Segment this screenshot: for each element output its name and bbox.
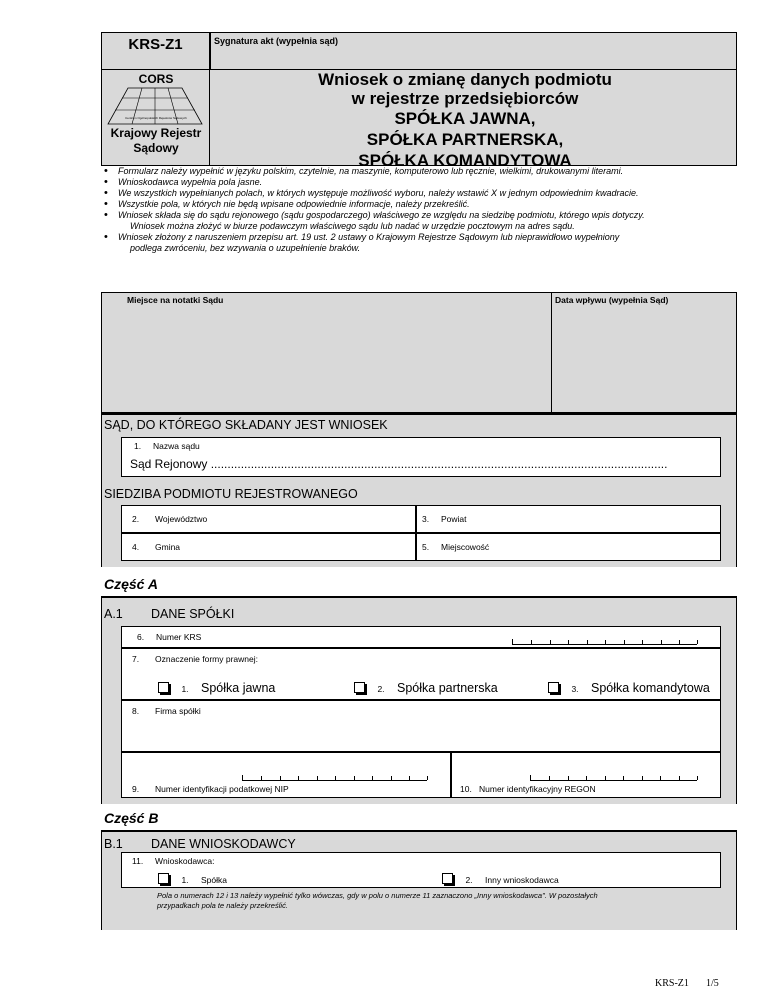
- court-notes-area: [101, 292, 737, 413]
- part-b-note: [157, 891, 717, 911]
- legal-form-label: Oznaczenie formy prawnej:: [155, 654, 258, 664]
- company-name-label: Firma spółki: [155, 706, 201, 716]
- notes-vdivider: [551, 292, 552, 413]
- option-label: Spółka: [201, 875, 227, 885]
- logo-small-text: Centrum Ogólnopolskich Rejestrów Sądowych: [125, 116, 187, 120]
- title-line4: SPÓŁKA PARTNERSKA,: [366, 130, 564, 149]
- option-number: 2.: [465, 875, 473, 885]
- nip-field[interactable]: [121, 752, 451, 798]
- municipality-label: Gmina: [155, 542, 181, 552]
- krs-label: Numer KRS: [156, 632, 202, 642]
- instruction-item: • Wniosek złożony z naruszeniem przepisu art. 19 ust. 2 ustawy o Krajowym Rejestrze Sądowym lub nieprawidłowo wypełniony: [102, 232, 736, 243]
- option-company[interactable]: [158, 870, 227, 888]
- note-line: Pola o numerach 12 i 13 należy wypełnić tylko wówczas, gdy w polu o numerze 11 zaznaczono „Inny wnioskodawca". W pozostałych: [157, 891, 598, 900]
- option-limited-partnership[interactable]: [548, 679, 710, 697]
- section-title: DANE WNIOSKODAWCY: [151, 837, 296, 851]
- logo-text: CORS: [138, 72, 174, 86]
- nip-digit-boxes[interactable]: [242, 775, 427, 781]
- applicant-field[interactable]: [121, 852, 721, 888]
- instruction-item: • Wnioskodawca wypełnia pola jasne.: [102, 177, 736, 188]
- option-general-partnership[interactable]: [158, 679, 275, 697]
- title-line5: SPÓŁKA KOMANDYTOWA: [358, 151, 572, 170]
- seat-section-title: SIEDZIBA PODMIOTU REJESTROWANEGO: [104, 487, 358, 501]
- form-code: KRS-Z1: [102, 33, 210, 69]
- registry-name-line2: Sądowy: [133, 141, 179, 155]
- locality-field[interactable]: [416, 533, 721, 561]
- regon-label: Numer identyfikacyjny REGON: [479, 784, 596, 794]
- option-label: Spółka partnerska: [397, 681, 498, 695]
- title-line3: SPÓŁKA JAWNA,: [394, 109, 536, 128]
- court-notes-label: Miejsce na notatki Sądu: [127, 295, 224, 305]
- field-number: 8.: [132, 706, 140, 716]
- option-number: 1.: [181, 684, 189, 694]
- option-other-applicant[interactable]: [442, 870, 559, 888]
- court-section-title: SĄD, DO KTÓREGO SKŁADANY JEST WNIOSEK: [104, 418, 388, 432]
- legal-form-field[interactable]: [121, 648, 721, 700]
- instruction-item: • Formularz należy wypełnić w języku polskim, czytelnie, na maszynie, komputerowo lub ręcznie, wielkimi, drukowanymi literami.: [102, 166, 736, 177]
- county-label: Powiat: [441, 514, 467, 524]
- regon-digit-boxes[interactable]: [530, 775, 697, 781]
- county-field[interactable]: [416, 505, 721, 533]
- option-professional-partnership[interactable]: [354, 679, 498, 697]
- field-number: 5.: [422, 542, 430, 552]
- applicant-label: Wnioskodawca:: [155, 856, 215, 866]
- note-line: przypadkach pola te należy przekreślić.: [157, 901, 288, 910]
- court-name-label: Nazwa sądu: [153, 441, 200, 451]
- instruction-continuation: Wniosek można złożyć w biurze podawczym właściwego sądu lub nadać w urzędzie pocztowym na adres sądu.: [130, 221, 575, 231]
- instruction-item: • We wszystkich wypełnianych polach, w których występuje możliwość wyboru, należy wstawić X w jednym odpowiednim kwadracie.: [102, 188, 736, 199]
- regon-field[interactable]: [451, 752, 721, 798]
- section-code: B.1: [104, 837, 123, 851]
- option-label: Inny wnioskodawca: [485, 875, 559, 885]
- section-title: DANE SPÓŁKI: [151, 607, 235, 621]
- signature-label: Sygnatura akt (wypełnia sąd): [214, 36, 339, 46]
- field-number: 4.: [132, 542, 140, 552]
- title-line2: w rejestrze przedsiębiorców: [351, 89, 579, 108]
- checkbox[interactable]: [354, 682, 365, 693]
- registry-name-line1: Krajowy Rejestr: [110, 126, 202, 140]
- footer-form-code: KRS-Z1: [655, 978, 689, 989]
- option-label: Spółka jawna: [201, 681, 276, 695]
- option-number: 3.: [571, 684, 579, 694]
- received-date-label: Data wpływu (wypełnia Sąd): [555, 295, 669, 305]
- checkbox[interactable]: [158, 873, 169, 884]
- municipality-field[interactable]: [121, 533, 416, 561]
- part-a-title: Część A: [104, 576, 158, 592]
- field-number: 10.: [460, 784, 472, 794]
- voivodeship-label: Województwo: [155, 514, 208, 524]
- court-name-field[interactable]: [121, 437, 721, 477]
- instruction-item: • Wszystkie pola, w których nie będą wpisane odpowiednie informacje, należy przekreślić.: [102, 199, 736, 210]
- field-number: 7.: [132, 654, 140, 664]
- page-number: 1/5: [706, 978, 719, 989]
- field-number: 3.: [422, 514, 430, 524]
- krs-digit-boxes[interactable]: [512, 639, 697, 645]
- nip-label: Numer identyfikacji podatkowej NIP: [155, 784, 289, 794]
- section-code: A.1: [104, 607, 123, 621]
- registry-logo-box: [102, 69, 210, 165]
- title-line1: Wniosek o zmianę danych podmiotu: [318, 70, 612, 89]
- court-name-value: Sąd Rejonowy .........................................................................................................................................: [130, 457, 668, 471]
- header-vdivider: [210, 33, 211, 69]
- option-number: 2.: [377, 684, 385, 694]
- checkbox[interactable]: [548, 682, 559, 693]
- checkbox[interactable]: [158, 682, 169, 693]
- option-label: Spółka komandytowa: [591, 681, 710, 695]
- company-name-field[interactable]: [121, 700, 721, 752]
- field-number: 11.: [132, 856, 144, 866]
- form-title: [300, 70, 630, 171]
- locality-label: Miejscowość: [441, 542, 490, 552]
- field-number: 9.: [132, 784, 140, 794]
- instruction-item: • Wniosek składa się do sądu rejonowego (sądu gospodarczego) właściwego ze względu na siedzibę podmiotu, którego wpis dotyczy.: [102, 210, 736, 221]
- field-number: 6.: [137, 632, 145, 642]
- voivodeship-field[interactable]: [121, 505, 416, 533]
- instruction-continuation: podlega zwróceniu, bez wzywania o uzupełnienie braków.: [130, 243, 361, 253]
- field-number: 1.: [134, 441, 142, 451]
- instructions-list: [102, 166, 736, 254]
- option-number: 1.: [181, 875, 189, 885]
- field-number: 2.: [132, 514, 140, 524]
- checkbox[interactable]: [442, 873, 453, 884]
- part-b-title: Część B: [104, 810, 159, 826]
- krs-number-field[interactable]: [121, 626, 721, 648]
